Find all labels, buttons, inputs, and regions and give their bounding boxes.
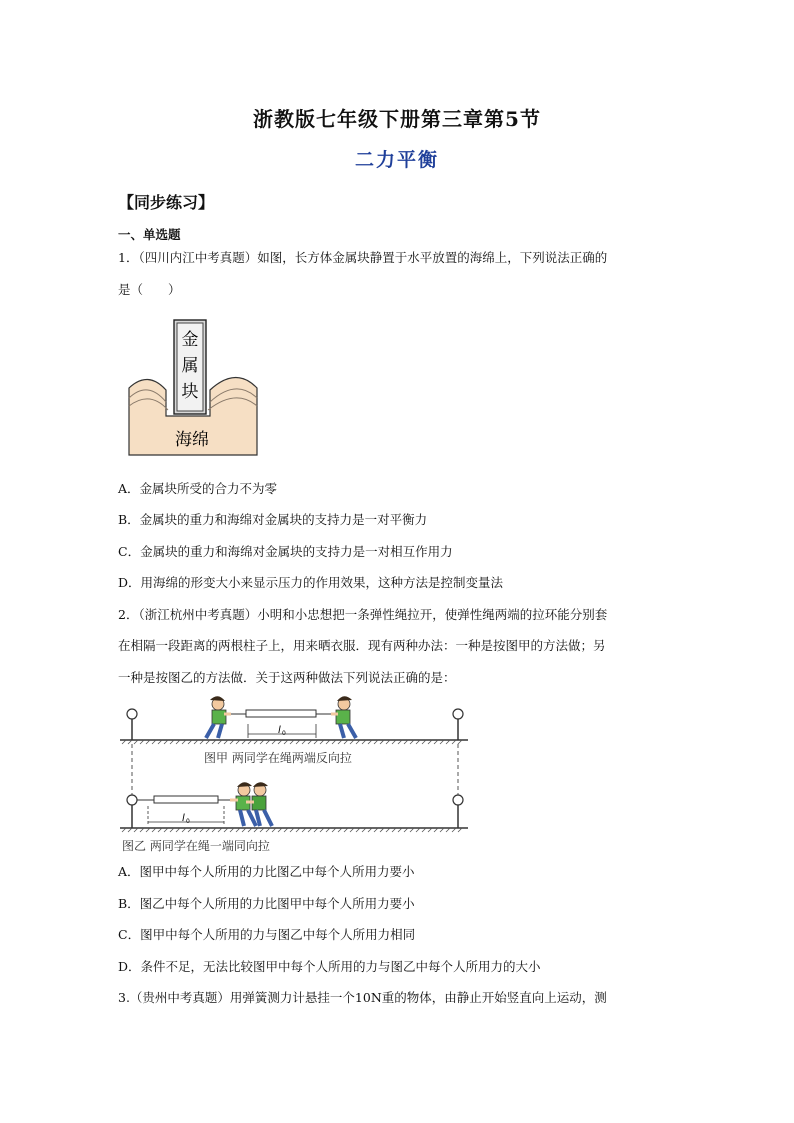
q3-stem-line1: 3.（贵州中考真题）用弹簧测力计悬挂一个10N重的物体，由静止开始竖直向上运动，测 [118,990,607,1005]
q1-stem-line2: 是（ ） [118,282,181,297]
metal-label-2: 属 [181,356,199,376]
q2-stem-line2: 在相隔一段距离的两根柱子上，用来晒衣服．现有两种办法：一种是按图甲的方法做；另 [118,638,606,653]
q1-option-d: D．用海绵的形变大小来显示压力的作用效果，这种方法是控制变量法 [118,575,504,590]
ring-a-left [127,709,137,719]
metal-label-3: 块 [181,382,199,402]
q2-option-d: D．条件不足，无法比较图甲中每个人所用的力与图乙中每个人所用力的大小 [118,959,541,974]
document-title: 浙教版七年级下册第三章第5节 [253,107,541,131]
ring-b-left [127,795,137,805]
part-heading: 一、单选题 [118,227,181,242]
q2-option-a: A．图甲中每个人所用的力比图乙中每个人所用力要小 [118,864,415,879]
boy-a-right [331,696,356,738]
ring-b-right [453,795,463,805]
dim-a-label: l [278,725,281,736]
q1-option-c: C．金属块的重力和海绵对金属块的支持力是一对相互作用力 [118,544,453,559]
rope-a [246,710,316,717]
metal-label-1: 金 [181,330,199,350]
dim-a-label-sub: 0 [282,730,286,737]
q2-stem-line1: 2．（浙江杭州中考真题）小明和小忠想把一条弹性绳拉开，使弹性绳两端的拉环能分别套 [118,607,608,622]
fig-a-caption: 图甲 两同学在绳两端反向拉 [204,751,352,765]
fig-b-caption: 图乙 两同学在绳一端同向拉 [122,839,270,853]
boy-a-left [206,696,231,738]
rope-b [154,796,218,803]
q2-stem-line3: 一种是按图乙的方法做．关于这两种做法下列说法正确的是： [118,670,456,685]
q1-option-b: B．金属块的重力和海绵对金属块的支持力是一对平衡力 [118,512,428,527]
dim-b-label-sub: 0 [186,818,190,825]
q1-option-a: A．金属块所受的合力不为零 [118,481,278,496]
q1-figure-metal-block-on-sponge [128,318,258,456]
sponge-label: 海绵 [175,430,209,450]
document-subtitle: 二力平衡 [354,149,439,171]
section-heading: 【同步练习】 [118,193,215,212]
ring-a-right [453,709,463,719]
dim-b-label: l [182,813,185,824]
q1-stem-line1: 1．（四川内江中考真题）如图，长方体金属块静置于水平放置的海绵上，下列说法正确的 [118,250,608,265]
q2-option-c: C．图甲中每个人所用的力与图乙中每个人所用力相同 [118,927,416,942]
q2-figure-elastic-rope [118,694,470,858]
q2-option-b: B．图乙中每个人所用的力比图甲中每个人所用力要小 [118,896,415,911]
